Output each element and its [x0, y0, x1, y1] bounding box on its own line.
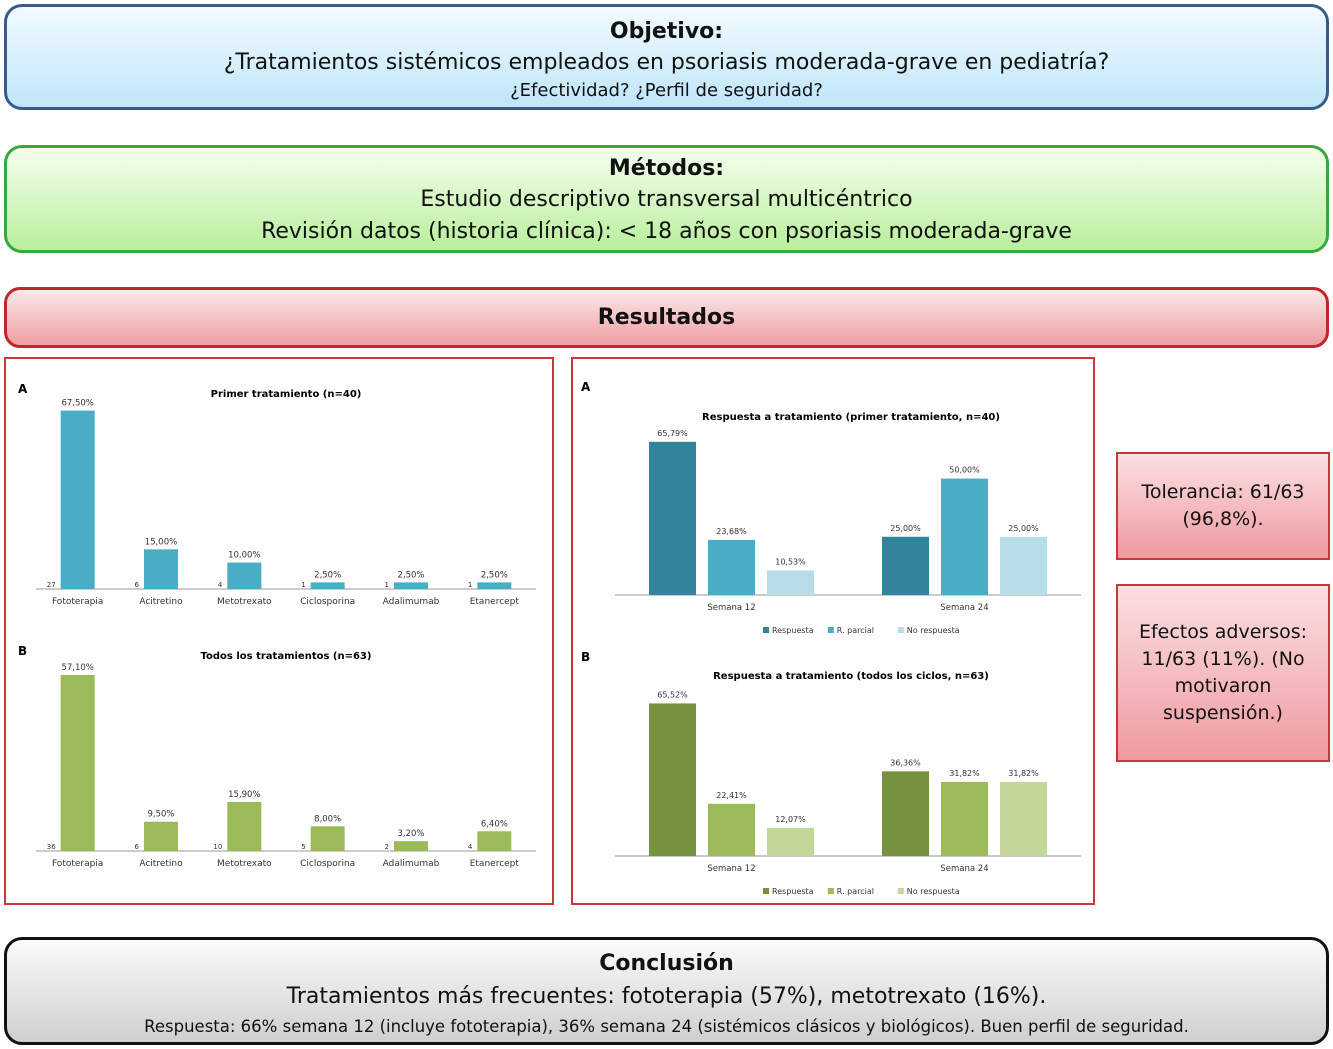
bar-count-label: 5	[301, 843, 306, 851]
bar	[882, 771, 929, 856]
category-tick-label: Semana 12	[707, 864, 756, 874]
legend-swatch	[898, 627, 904, 633]
bar	[311, 826, 345, 851]
methods-title: Métodos:	[608, 156, 725, 181]
bar-value-label: 10,00%	[228, 550, 261, 561]
chart-title: Respuesta a tratamiento (todos los ciclos, n=63)	[713, 671, 989, 682]
bar-value-label: 22,41%	[716, 790, 747, 800]
chart-letter: A	[18, 382, 28, 396]
bar-count-label: 6	[134, 581, 139, 589]
bar-count-label: 4	[467, 843, 473, 851]
category-tick-label: Adalimumab	[382, 597, 440, 607]
bar-value-label: 3,20%	[397, 829, 425, 840]
bar	[394, 582, 428, 589]
bar-value-label: 50,00%	[949, 465, 980, 475]
category-tick-label: Etanercept	[469, 859, 519, 869]
category-tick-label: Acitretino	[139, 859, 183, 869]
bar	[61, 675, 95, 851]
results-box	[4, 287, 1329, 348]
bar	[144, 549, 178, 589]
bar	[227, 802, 261, 851]
legend-label: R. parcial	[836, 626, 875, 635]
bar-value-label: 23,68%	[716, 526, 747, 536]
chart-all-treatments	[6, 631, 552, 893]
bar-count-label: 27	[46, 581, 56, 589]
bar	[1000, 782, 1047, 856]
bar	[477, 582, 511, 589]
bar	[708, 804, 755, 856]
category-tick-label: Fototerapia	[51, 859, 104, 869]
category-tick-label: Metotrexato	[217, 859, 272, 869]
bar	[882, 537, 929, 595]
category-tick-label: Semana 12	[707, 603, 756, 613]
objective-subquestion: ¿Efectividad? ¿Perfil de seguridad?	[510, 80, 823, 101]
bar-value-label: 12,07%	[775, 814, 806, 824]
bar-value-label: 8,00%	[314, 814, 342, 825]
category-tick-label: Ciclosporina	[300, 597, 356, 607]
category-tick-label: Semana 24	[940, 864, 989, 874]
bar	[767, 828, 814, 856]
chart-response-all	[573, 639, 1093, 901]
bar-count-label: 36	[46, 843, 56, 851]
conclusion-box	[4, 937, 1329, 1045]
legend-swatch	[828, 627, 834, 633]
bar	[708, 540, 755, 595]
bar-count-label: 10	[213, 843, 223, 851]
bar	[941, 479, 988, 595]
bar	[227, 563, 261, 589]
bar-value-label: 6,40%	[480, 819, 508, 830]
bar-value-label: 9,50%	[147, 809, 175, 820]
bar-value-label: 15,90%	[228, 789, 261, 800]
chart-title: Respuesta a tratamiento (primer tratamiento, n=40)	[702, 412, 1000, 423]
bar	[649, 442, 696, 595]
legend-swatch	[898, 888, 904, 894]
category-tick-label: Ciclosporina	[300, 859, 356, 869]
bar-count-label: 4	[217, 581, 223, 589]
results-title: Resultados	[597, 305, 736, 330]
bar-value-label: 2,50%	[397, 570, 425, 581]
bar	[61, 411, 95, 589]
methods-line2: Revisión datos (historia clínica): < 18 años con psoriasis moderada-grave	[261, 219, 1072, 244]
category-tick-label: Etanercept	[469, 597, 519, 607]
chart-first-treatment	[6, 369, 552, 631]
bar-value-label: 67,50%	[61, 398, 94, 409]
bar-value-label: 25,00%	[890, 523, 921, 533]
category-tick-label: Acitretino	[139, 597, 183, 607]
adverse-effects-box	[1116, 584, 1330, 762]
bar	[144, 822, 178, 851]
legend-swatch	[763, 627, 769, 633]
legend-swatch	[828, 888, 834, 894]
objective-title: Objetivo:	[609, 19, 724, 44]
bar-count-label: 1	[467, 581, 473, 589]
conclusion-line2: Respuesta: 66% semana 12 (incluye fototerapia), 36% semana 24 (sistémicos clásicos y biológicos). Buen perfil de seguridad.	[144, 1017, 1189, 1036]
methods-line1: Estudio descriptivo transversal multicéntrico	[420, 187, 913, 212]
tolerance-box	[1116, 452, 1330, 560]
bar	[941, 782, 988, 856]
bar-count-label: 2	[384, 843, 389, 851]
bar	[311, 582, 345, 589]
bar-value-label: 25,00%	[1008, 523, 1039, 533]
bar-value-label: 57,10%	[61, 662, 94, 673]
objective-question: ¿Tratamientos sistémicos empleados en psoriasis moderada-grave en pediatría?	[223, 50, 1110, 75]
treatment-charts-panel	[4, 357, 554, 905]
bar-value-label: 31,82%	[949, 768, 980, 778]
bar-value-label: 36,36%	[890, 758, 921, 768]
bar-value-label: 2,50%	[314, 570, 342, 581]
chart-response-first	[573, 369, 1093, 639]
conclusion-title: Conclusión	[599, 951, 734, 976]
bar-value-label: 31,82%	[1008, 768, 1039, 778]
bar-value-label: 10,53%	[775, 557, 806, 567]
methods-box	[4, 145, 1329, 253]
chart-title: Primer tratamiento (n=40)	[210, 389, 362, 400]
bar-value-label: 15,00%	[144, 537, 178, 548]
chart-letter: A	[581, 380, 591, 394]
legend-label: R. parcial	[836, 887, 875, 896]
bar-value-label: 65,79%	[657, 428, 688, 438]
objective-box	[4, 4, 1329, 110]
category-tick-label: Adalimumab	[382, 859, 440, 869]
legend-label: No respuesta	[906, 626, 960, 635]
chart-title: Todos los tratamientos (n=63)	[200, 651, 372, 662]
bar-count-label: 6	[134, 843, 139, 851]
legend-swatch	[763, 888, 769, 894]
response-charts-panel	[571, 357, 1095, 905]
chart-letter: B	[581, 650, 591, 664]
bar-count-label: 1	[301, 581, 306, 589]
chart-letter: B	[18, 644, 28, 658]
category-tick-label: Metotrexato	[217, 597, 272, 607]
bar	[1000, 537, 1047, 595]
bar-value-label: 2,50%	[480, 570, 508, 581]
conclusion-line1: Tratamientos más frecuentes: fototerapia (57%), metotrexato (16%).	[286, 984, 1047, 1009]
bar	[477, 831, 511, 851]
legend-label: Respuesta	[772, 626, 814, 635]
bar	[767, 570, 814, 595]
tolerance-text: Tolerancia: 61/63 (96,8%).	[1141, 481, 1305, 530]
legend-label: Respuesta	[772, 887, 814, 896]
category-tick-label: Semana 24	[940, 603, 989, 613]
legend-label: No respuesta	[906, 887, 960, 896]
bar	[649, 703, 696, 856]
category-tick-label: Fototerapia	[51, 597, 104, 607]
bar-value-label: 65,52%	[657, 690, 688, 700]
bar-count-label: 1	[384, 581, 389, 589]
bar	[394, 841, 428, 851]
adverse-effects-text: Efectos adversos: 11/63 (11%). (No motivaron suspensión.)	[1138, 621, 1308, 724]
